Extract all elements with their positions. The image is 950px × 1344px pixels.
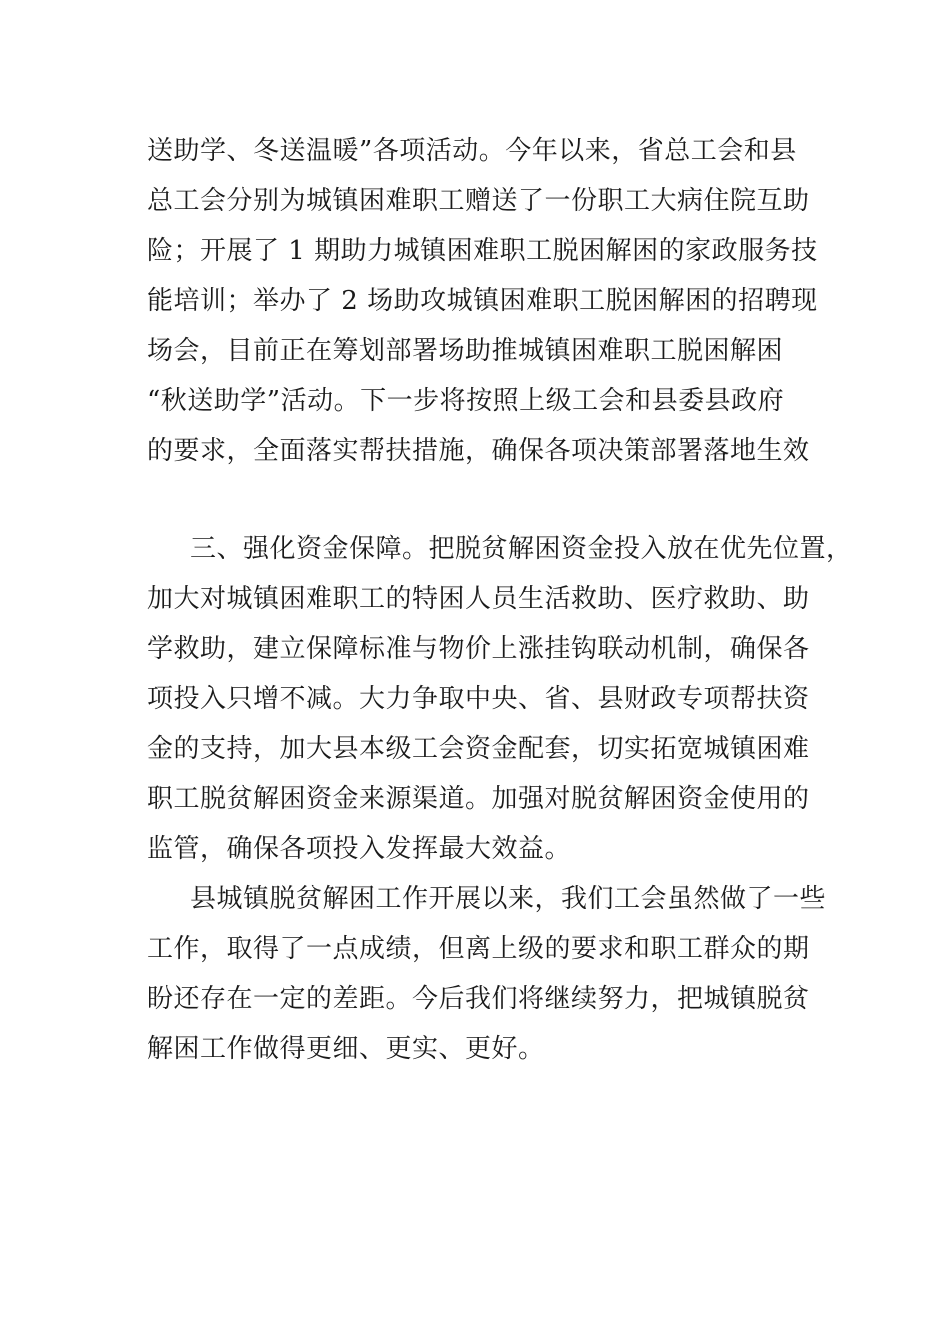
text-line: 监管，确保各项投入发挥最大效益。 bbox=[147, 834, 572, 864]
text-line: 工作，取得了一点成绩，但离上级的要求和职工群众的期 bbox=[147, 934, 810, 964]
text-line: 场会，目前正在筹划部署场助推城镇困难职工脱困解困 bbox=[147, 336, 784, 366]
text-line: 总工会分别为城镇困难职工赠送了一份职工大病住院互助 bbox=[147, 186, 810, 216]
text-line: 加大对城镇困难职工的特困人员生活救助、医疗救助、助 bbox=[147, 584, 810, 614]
text-line: 三、强化资金保障。把脱贫解困资金投入放在优先位置， bbox=[190, 534, 853, 564]
text-line: 盼还存在一定的差距。今后我们将继续努力，把城镇脱贫 bbox=[147, 984, 810, 1014]
text-line: 解困工作做得更细、更实、更好。 bbox=[147, 1034, 545, 1064]
text-line: 的要求，全面落实帮扶措施，确保各项决策部署落地生效 bbox=[147, 436, 810, 466]
text-line: 能培训；举办了 2 场助攻城镇困难职工脱困解困的招聘现 bbox=[147, 286, 818, 316]
text-line: “秋送助学”活动。下一步将按照上级工会和县委县政府 bbox=[147, 386, 785, 416]
text-line: 险；开展了 1 期助力城镇困难职工脱困解困的家政服务技 bbox=[147, 236, 818, 266]
text-line: 项投入只增不减。大力争取中央、省、县财政专项帮扶资 bbox=[147, 684, 810, 714]
text-line: 县城镇脱贫解困工作开展以来，我们工会虽然做了一些 bbox=[190, 884, 827, 914]
text-line: 学救助，建立保障标准与物价上涨挂钩联动机制，确保各 bbox=[147, 634, 810, 664]
text-line: 送助学、冬送温暖”各项活动。今年以来，省总工会和县 bbox=[147, 136, 797, 166]
text-line: 职工脱贫解困资金来源渠道。加强对脱贫解困资金使用的 bbox=[147, 784, 810, 814]
text-line: 金的支持，加大县本级工会资金配套，切实拓宽城镇困难 bbox=[147, 734, 810, 764]
